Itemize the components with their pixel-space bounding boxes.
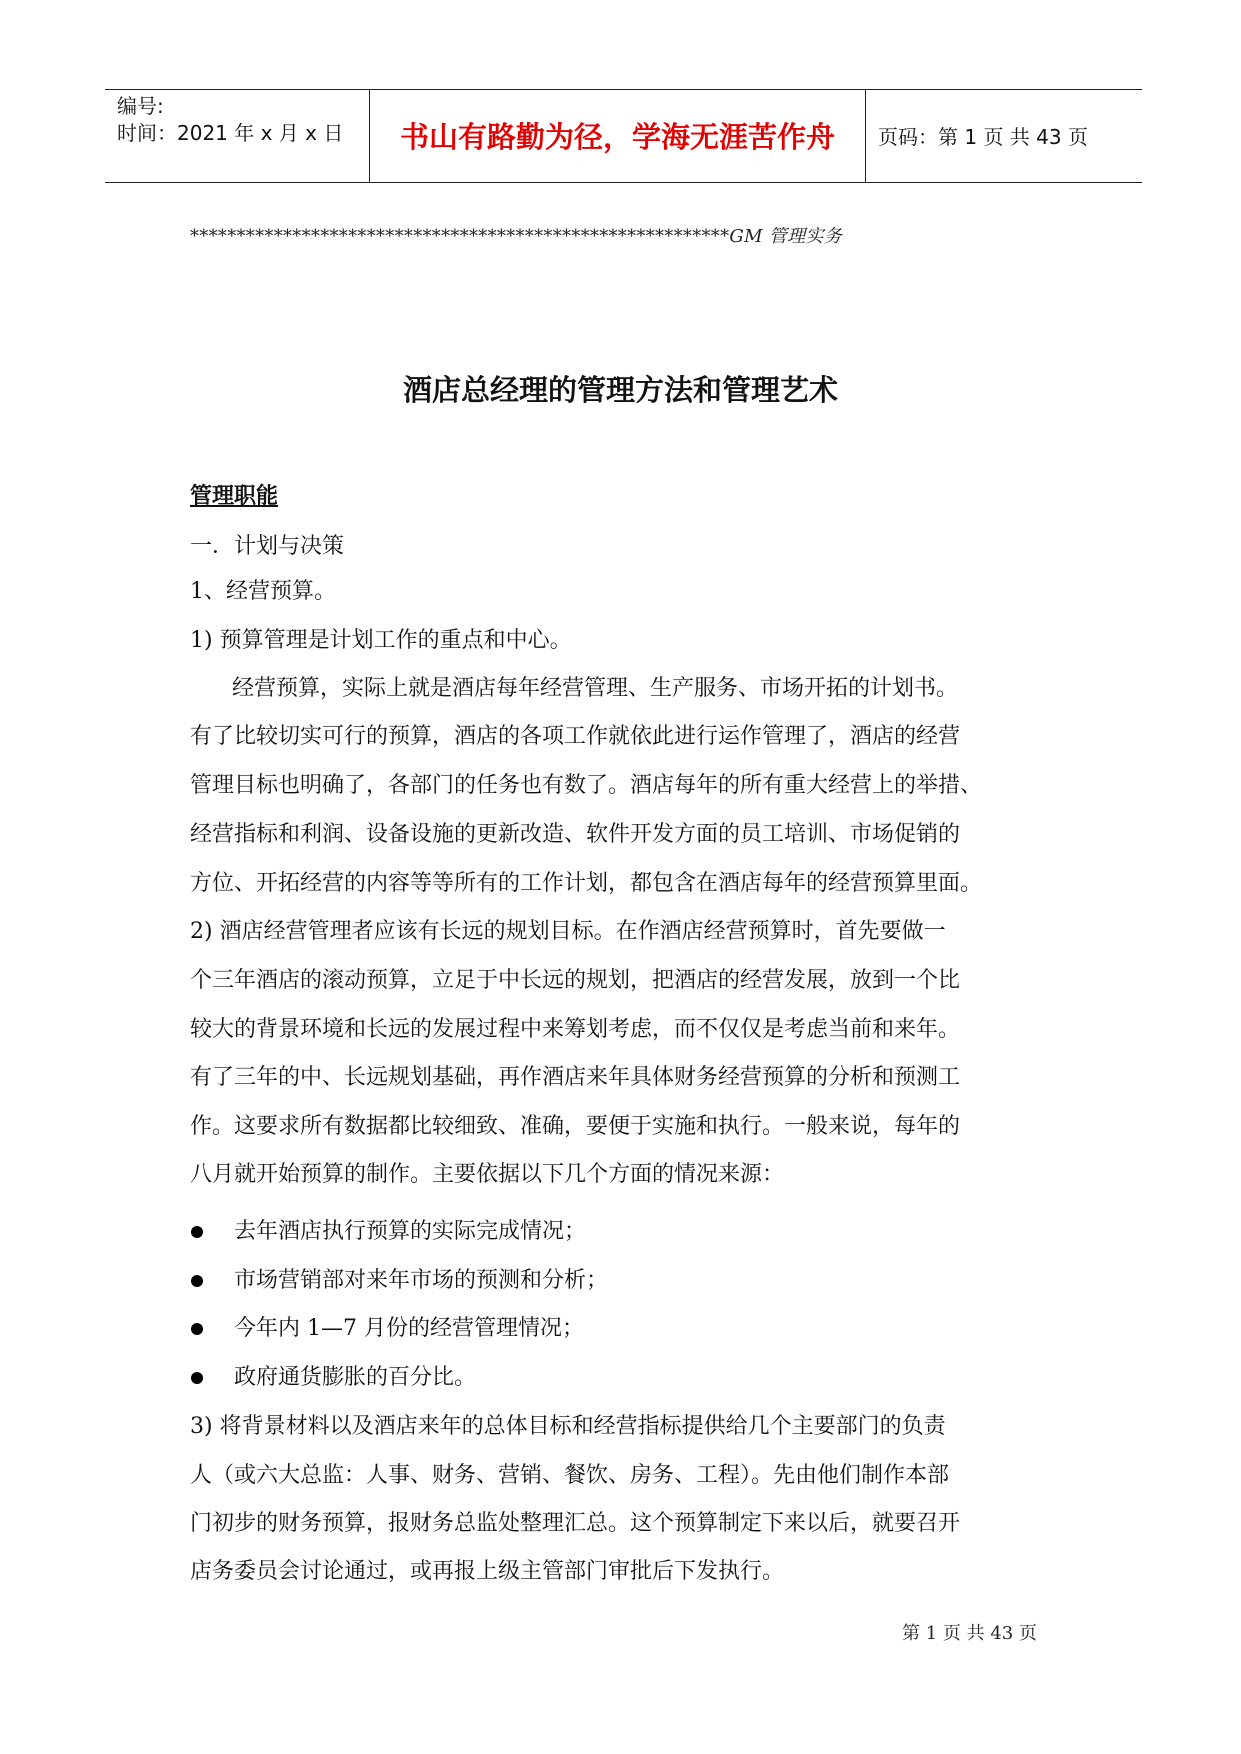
- body-line: 有了三年的中、长远规划基础，再作酒店来年具体财务经营预算的分析和预测工: [190, 1065, 961, 1090]
- bullet-item: 去年酒店执行预算的实际完成情况；: [234, 1219, 587, 1244]
- bullet-dot-icon: [191, 1323, 203, 1335]
- bullet-item: 今年内 1—7 月份的经营管理情况；: [234, 1316, 584, 1341]
- page-footer: 第 1 页 共 43 页: [902, 1623, 1037, 1644]
- bullet-dot-icon: [191, 1226, 203, 1238]
- body-line: 作。这要求所有数据都比较细致、准确，要便于实施和执行。一般来说，每年的: [190, 1114, 961, 1139]
- body-line: 个三年酒店的滚动预算，立足于中长远的规划，把酒店的经营发展，放到一个比: [190, 968, 961, 993]
- page-code: 页码：第 1 页 共 43 页: [878, 125, 1088, 149]
- section-heading: 管理职能: [190, 484, 279, 509]
- body-line: 八月就开始预算的制作。主要依据以下几个方面的情况来源：: [190, 1162, 785, 1187]
- bullet-dot-icon: [191, 1372, 203, 1384]
- body-line: 管理目标也明确了，各部门的任务也有数了。酒店每年的所有重大经营上的举措、: [190, 773, 983, 798]
- body-line: 2) 酒店经营管理者应该有长远的规划目标。在作酒店经营预算时，首先要做一: [190, 919, 946, 944]
- header-motto-cell: [370, 90, 866, 182]
- body-line: 经营预算，实际上就是酒店每年经营管理、生产服务、市场开拓的计划书。: [232, 676, 959, 701]
- body-line: 有了比较切实可行的预算，酒店的各项工作就依此进行运作管理了，酒店的经营: [190, 724, 961, 749]
- header-left-cell: [105, 90, 370, 182]
- body-line: 方位、开拓经营的内容等等所有的工作计划，都包含在酒店每年的经营预算里面。: [190, 871, 983, 896]
- header-table: [105, 89, 1142, 183]
- body-line: 经营指标和利润、设备设施的更新改造、软件开发方面的员工培训、市场促销的: [190, 822, 961, 847]
- motto: 书山有路勤为径，学海无涯苦作舟: [399, 120, 835, 154]
- body-line: 较大的背景环境和长远的发展过程中来筹划考虑，而不仅仅是考虑当前和来年。: [190, 1017, 961, 1042]
- time-label: 时间：2021 年 x 月 x 日: [117, 121, 344, 145]
- bullet-item: 政府通货膨胀的百分比。: [234, 1365, 477, 1390]
- bullet-dot-icon: [191, 1275, 203, 1287]
- body-line: 店务委员会讨论通过，或再报上级主管部门审批后下发执行。: [190, 1559, 785, 1584]
- bullet-item: 市场营销部对来年市场的预测和分析；: [234, 1268, 609, 1293]
- body-line: 1、经营预算。: [190, 579, 336, 604]
- body-line: 3) 将背景材料以及酒店来年的总体目标和经营指标提供给几个主要部门的负责: [190, 1414, 946, 1439]
- stars: **********************************************************: [190, 226, 730, 247]
- body-line: 门初步的财务预算，报财务总监处整理汇总。这个预算制定下来以后，就要召开: [190, 1511, 961, 1536]
- separator-stars: [190, 226, 842, 248]
- header-page-cell: [866, 90, 1142, 182]
- body-line: 人（或六大总监：人事、财务、营销、餐饮、房务、工程）。先由他们制作本部: [190, 1463, 950, 1488]
- document-title: 酒店总经理的管理方法和管理艺术: [402, 373, 838, 407]
- number-label: 编号:: [117, 94, 164, 118]
- stars-tag: GM 管理实务: [729, 226, 843, 247]
- body-line: 1) 预算管理是计划工作的重点和中心。: [190, 628, 572, 653]
- body-line: 一．计划与决策: [190, 534, 345, 559]
